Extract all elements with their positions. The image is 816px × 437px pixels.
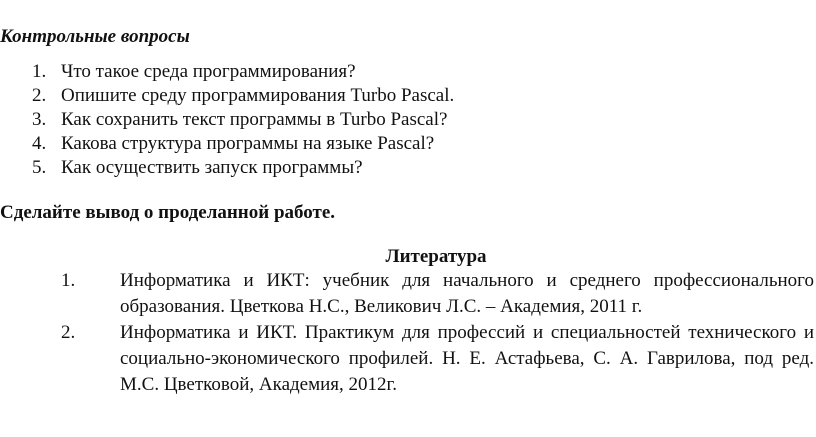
literature-list <box>0 268 816 398</box>
reference-text: Информатика и ИКТ: учебник для начального и среднего профессионального образования. Цветкова Н.С., Великович Л.С. – Академия, 2011 г. <box>120 270 814 317</box>
conclusion-instruction: Сделайте вывод о проделанной работе. <box>0 202 336 223</box>
reference-item <box>0 320 816 398</box>
list-item-text: Опишите среду программирования Turbo Pascal. <box>61 85 455 106</box>
list-item-text: Какова структура программы на языке Pascal? <box>61 133 435 154</box>
reference-number: 2. <box>61 322 76 343</box>
list-item-number: 3. <box>32 109 47 130</box>
list-item-text: Как осуществить запуск программы? <box>61 157 363 178</box>
literature-title: Литература <box>385 246 487 267</box>
reference-item <box>0 268 816 320</box>
list-item-number: 2. <box>32 85 47 106</box>
list-item-number: 1. <box>32 61 47 82</box>
list-item-text: Как сохранить текст программы в Turbo Pascal? <box>61 109 448 130</box>
reference-number: 1. <box>61 270 76 291</box>
reference-text: Информатика и ИКТ. Практикум для профессий и специальностей технического и социально-экономического профилей. Н. Е. Астафьева, С. А. Гаврилова, под ред. М.С. Цветковой, Академия, 2012г. <box>120 322 814 395</box>
list-item-number: 5. <box>32 157 47 178</box>
list-item-number: 4. <box>32 133 47 154</box>
list-item-text: Что такое среда программирования? <box>61 61 356 82</box>
control-questions-heading: Контрольные вопросы <box>0 26 190 47</box>
